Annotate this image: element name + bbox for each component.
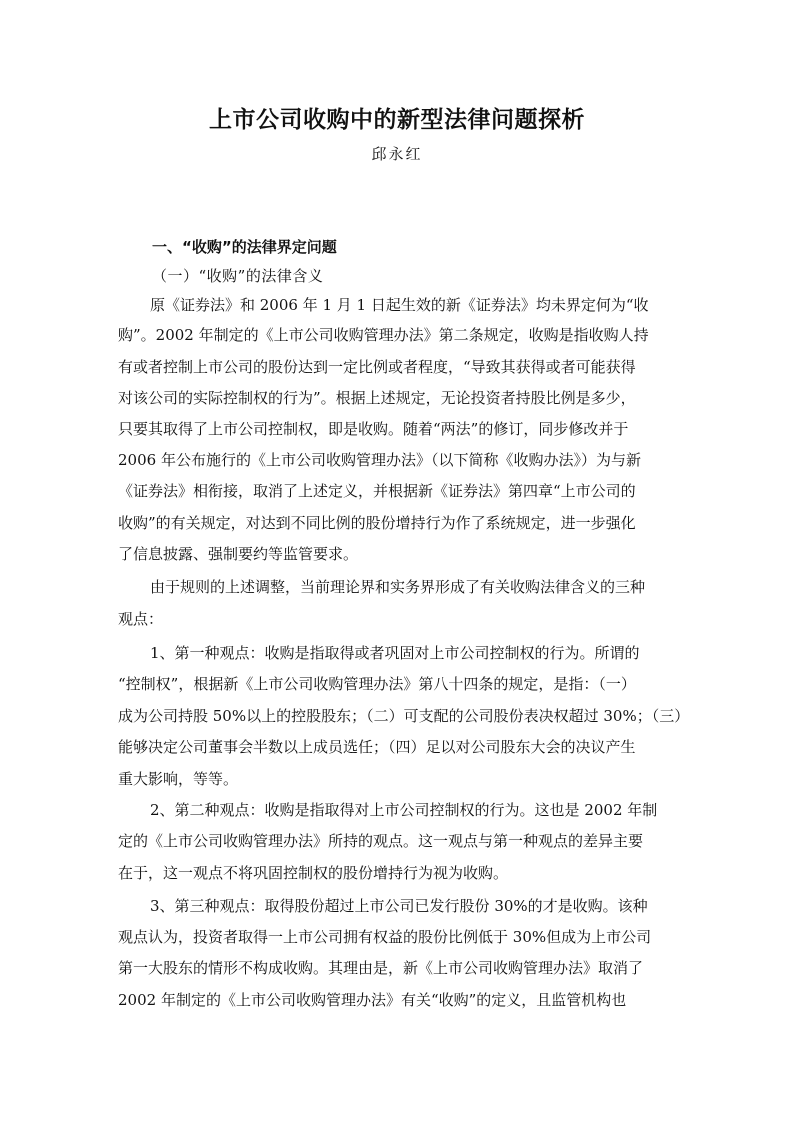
subsection-heading: （一）“收购”的法律含义 (152, 267, 324, 285)
body-text-line: 3、第三种观点：取得股份超过上市公司已发行股份 30%的才是收购。该种 (150, 897, 648, 915)
body-text-line: 购”。2002 年制定的《上市公司收购管理办法》第二条规定，收购是指收购人持 (118, 326, 649, 344)
body-text-line: “控制权”，根据新《上市公司收购管理办法》第八十四条的规定，是指：（一） (118, 675, 636, 693)
body-text-line: 重大影响，等等。 (118, 770, 239, 788)
body-text-line: 了信息披露、强制要约等监管要求。 (118, 545, 359, 563)
body-text-line: 有或者控制上市公司的股份达到一定比例或者程度，“导致其获得或者可能获得 (118, 358, 636, 376)
body-text-line: 对该公司的实际控制权的行为”。根据上述规定，无论投资者持股比例是多少， (118, 389, 636, 407)
body-text-line: 2、第二种观点：收购是指取得对上市公司控制权的行为。这也是 2002 年制 (150, 801, 658, 819)
body-text-line: 原《证券法》和 2006 年 1 月 1 日起生效的新《证券法》均未界定何为“收 (150, 296, 649, 314)
body-text-line: 在于，这一观点不将巩固控制权的股份增持行为视为收购。 (118, 864, 509, 882)
body-text-line: 成为公司持股 50%以上的控股股东；（二）可支配的公司股份表决权超过 30%；（三） (118, 707, 690, 725)
body-text-line: 收购”的有关规定，对达到不同比例的股份增持行为作了系统规定，进一步强化 (118, 514, 636, 532)
body-text-line: 能够决定公司董事会半数以上成员选任；（四）足以对公司股东大会的决议产生 (118, 738, 636, 756)
body-text-line: 观点认为，投资者取得一上市公司拥有权益的股份比例低于 30%但成为上市公司 (118, 928, 652, 946)
body-text-line: 1、第一种观点：收购是指取得或者巩固对上市公司控制权的行为。所谓的 (150, 644, 640, 662)
body-text-line: 只要其取得了上市公司控制权，即是收购。随着“两法”的修订，同步修改并于 (118, 420, 629, 438)
body-text-line: 观点： (118, 610, 164, 628)
body-text-line: 2006 年公布施行的《上市公司收购管理办法》（以下简称《收购办法》）为与新 (118, 451, 641, 469)
document-author: 邱永红 (371, 145, 423, 163)
section-heading: 一、“收购”的法律界定问题 (152, 238, 337, 256)
body-text-line: 2002 年制定的《上市公司收购管理办法》有关“收购”的定义，且监管机构也 (118, 991, 627, 1009)
body-text-line: 《证券法》相衔接，取消了上述定义，并根据新《证券法》第四章“上市公司的 (118, 482, 636, 500)
body-text-line: 定的《上市公司收购管理办法》所持的观点。这一观点与第一种观点的差异主要 (118, 832, 644, 850)
body-text-line: 由于规则的上述调整，当前理论界和实务界形成了有关收购法律含义的三种 (150, 578, 646, 596)
document-title: 上市公司收购中的新型法律问题探析 (209, 107, 585, 133)
body-text-line: 第一大股东的情形不构成收购。其理由是，新《上市公司收购管理办法》取消了 (118, 959, 644, 977)
